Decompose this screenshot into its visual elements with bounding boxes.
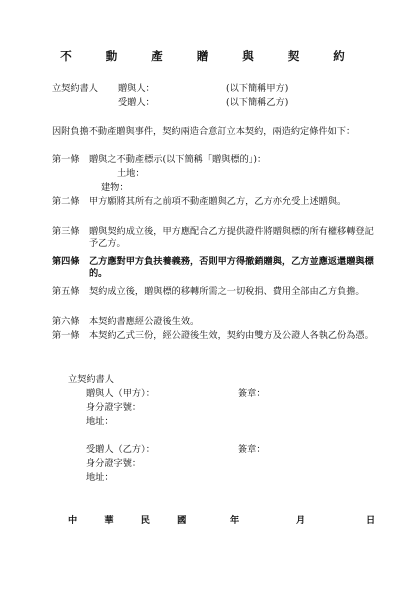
- document-title: 不 動 產 贈 與 契 約: [60, 49, 360, 63]
- signature-donee-seal: 簽章：: [238, 444, 266, 455]
- article-4: [52, 256, 382, 280]
- donor-note: (以下簡稱甲方): [226, 83, 289, 94]
- article-6-label: 第六條: [52, 316, 80, 327]
- signature-donor-address: 地址：: [86, 416, 114, 427]
- article-2-text: 甲方願將其所有之前項不動產贈與乙方，乙方亦允受上述贈與。: [89, 196, 347, 207]
- signature-donee-id: 身分證字號：: [86, 458, 142, 469]
- article-4-label: 第四條: [52, 256, 80, 267]
- signature-donor-id: 身分證字號：: [86, 402, 142, 413]
- article-7: [52, 330, 382, 342]
- land-label: 土地：: [117, 168, 145, 179]
- date-era: 中 華 民 國: [68, 515, 199, 526]
- date-day: 日: [366, 515, 376, 526]
- article-3-label: 第三條: [52, 226, 80, 237]
- article-5: [52, 286, 382, 298]
- article-5-text: 契約成立後，贈與標的移轉所需之一切稅捐、費用全部由乙方負擔。: [89, 286, 365, 297]
- article-1: [52, 154, 382, 166]
- signature-donor-seal: 簽章：: [238, 388, 266, 399]
- article-1-label: 第一條: [52, 154, 80, 165]
- parties-heading: 立契約書人: [52, 83, 98, 94]
- article-7-label: 第一條: [52, 330, 80, 341]
- intro-paragraph: 因附負擔不動產贈與事件，契約兩造合意訂立本契約，兩造約定條件如下：: [52, 126, 356, 137]
- signature-donee-label: 受贈人（乙方）：: [86, 444, 155, 455]
- donor-label: 贈與人：: [118, 83, 155, 94]
- article-7-text: 本契約乙式三份，經公證後生效，契約由雙方及公證人各執乙份為憑。: [89, 330, 374, 341]
- date-month: 月: [296, 515, 306, 526]
- article-2-label: 第二條: [52, 196, 80, 207]
- article-3: [52, 226, 382, 250]
- date-year: 年: [230, 515, 240, 526]
- article-5-label: 第五條: [52, 286, 80, 297]
- signature-donee-address: 地址：: [86, 472, 114, 483]
- building-label: 建物：: [101, 182, 129, 193]
- donee-note: (以下簡稱乙方): [226, 97, 289, 108]
- article-6: [52, 316, 382, 328]
- article-3-text: 贈與契約成立後，甲方應配合乙方提供證件將贈與標的所有權移轉登記予乙方。: [89, 226, 374, 249]
- signature-donor-label: 贈與人（甲方）：: [86, 388, 155, 399]
- article-1-text: 贈與之不動產標示(以下簡稱「贈與標的」)：: [89, 154, 267, 165]
- article-6-text: 本契約書應經公證後生效。: [89, 316, 200, 327]
- signature-heading: 立契約書人: [68, 374, 114, 385]
- article-2: [52, 196, 382, 208]
- article-4-text: 乙方應對甲方負扶養義務，否則甲方得撤銷贈與，乙方並應返還贈與標的。: [89, 256, 374, 279]
- donee-label: 受贈人：: [118, 97, 155, 108]
